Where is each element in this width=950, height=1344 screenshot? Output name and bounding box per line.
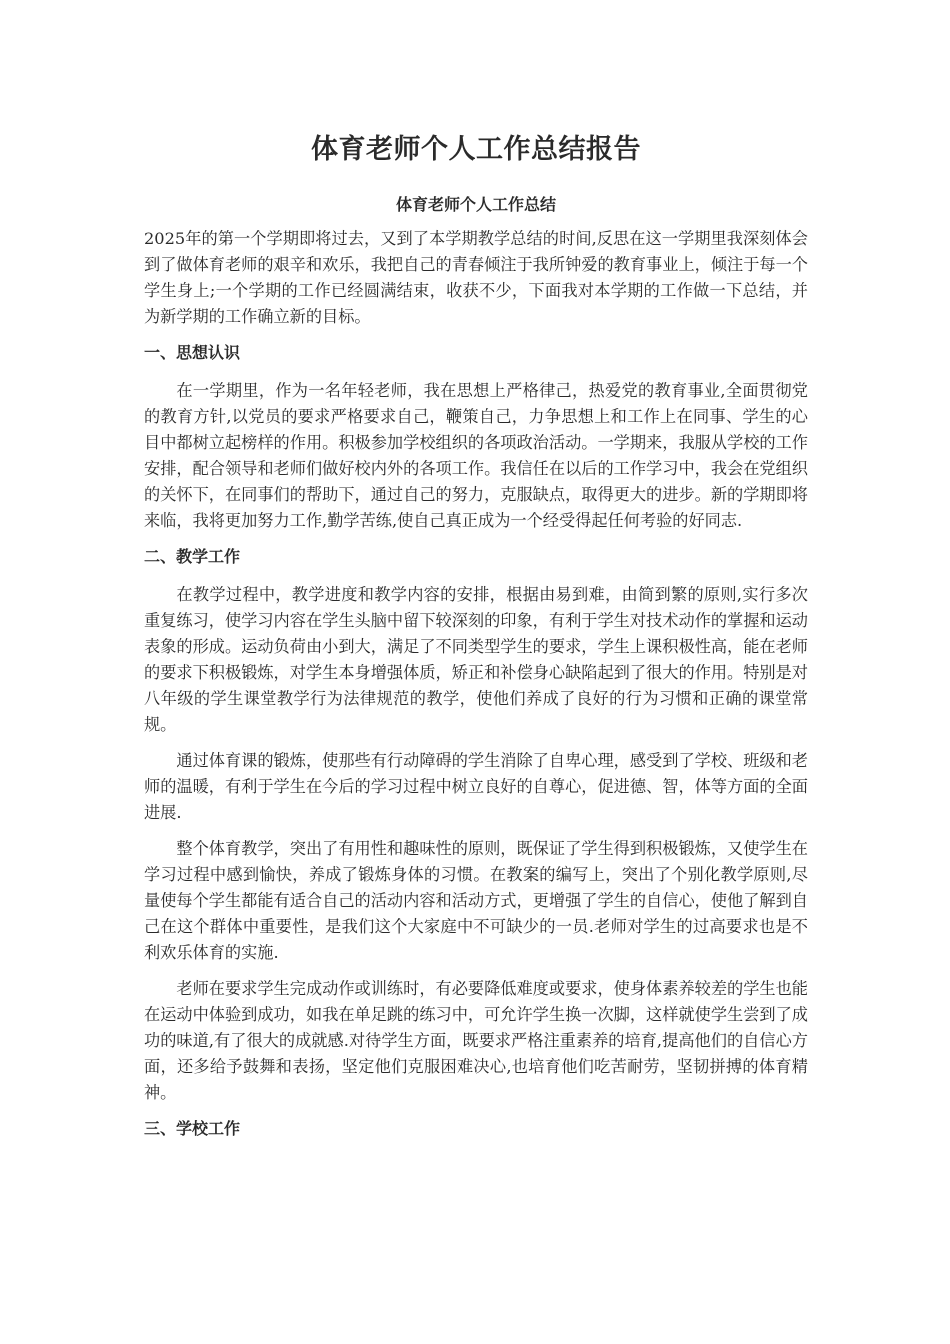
body-paragraph: 通过体育课的锻炼，使那些有行动障碍的学生消除了自卑心理，感受到了学校、班级和老师的温暖，有利于学生在今后的学习过程中树立良好的自尊心，促进德、智，体等方面的全面进展. [144, 751, 808, 822]
body-paragraph: 整个体育教学，突出了有用性和趣味性的原则，既保证了学生得到积极锻炼，又使学生在学习过程中感到愉快，养成了锻炼身体的习惯。在教案的编写上，突出了个别化教学原则,尽量使每个学生都能有适合自己的活动内容和活动方式，更增强了学生的自信心，使他了解到自己在这个群体中重要性，是我们这个大家庭中不可缺少的一员.老师对学生的过高要求也是不利欢乐体育的实施. [144, 839, 808, 962]
document-page [144, 130, 808, 1154]
document-title: 体育老师个人工作总结报告 [311, 134, 641, 165]
body-paragraph: 在一学期里，作为一名年轻老师，我在思想上严格律己，热爱党的教育事业,全面贯彻党的教育方针,以党员的要求严格要求自己，鞭策自己，力争思想上和工作上在同事、学生的心目中都树立起榜样的作用。积极参加学校组织的各项政治活动。一学期来，我服从学校的工作安排，配合领导和老师们做好校内外的各项工作。我信任在以后的工作学习中，我会在党组织的关怀下，在同事们的帮助下，通过自己的努力，克服缺点，取得更大的进步。新的学期即将来临，我将更加努力工作,勤学苦练,使自己真正成为一个经受得起任何考验的好同志. [144, 381, 808, 530]
section-teaching [144, 544, 808, 1106]
body-paragraph: 老师在要求学生完成动作或训练时，有必要降低难度或要求，使身体素养较差的学生也能在运动中体验到成功，如我在单足跳的练习中，可允许学生换一次脚，这样就使学生尝到了成功的味道,有了很大的成就感.对待学生方面，既要求严格注重素养的培育,提高他们的自信心方面，还多给予鼓舞和表扬，坚定他们克服困难决心,也培育他们吃苦耐劳，坚韧拼搏的体育精神。 [144, 979, 808, 1102]
body-paragraph: 在教学过程中，教学进度和教学内容的安排，根据由易到难，由简到繁的原则,实行多次重复练习，使学习内容在学生头脑中留下较深刻的印象，有利于学生对技术动作的掌握和运动表象的形成。运动负荷由小到大，满足了不同类型学生的要求，学生上课积极性高，能在老师的要求下积极锻炼，对学生本身增强体质，矫正和补偿身心缺陷起到了很大的作用。特别是对八年级的学生课堂教学行为法律规范的教学，使他们养成了良好的行为习惯和正确的课堂常规。 [144, 585, 808, 734]
section-school [144, 1116, 808, 1142]
section-heading: 一、思想认识 [144, 343, 241, 362]
intro-paragraph: 2025年的第一个学期即将过去，又到了本学期教学总结的时间,反思在这一学期里我深刻体会到了做体育老师的艰辛和欢乐，我把自己的青春倾注于我所钟爱的教育事业上，倾注于每一个学生身上;一个学期的工作已经圆满结束，收获不少，下面我对本学期的工作做一下总结，并为新学期的工作确立新的目标。 [144, 229, 808, 326]
section-thinking [144, 340, 808, 534]
section-heading: 二、教学工作 [144, 547, 241, 566]
document-subtitle: 体育老师个人工作总结 [395, 195, 556, 214]
section-heading: 三、学校工作 [144, 1119, 241, 1138]
